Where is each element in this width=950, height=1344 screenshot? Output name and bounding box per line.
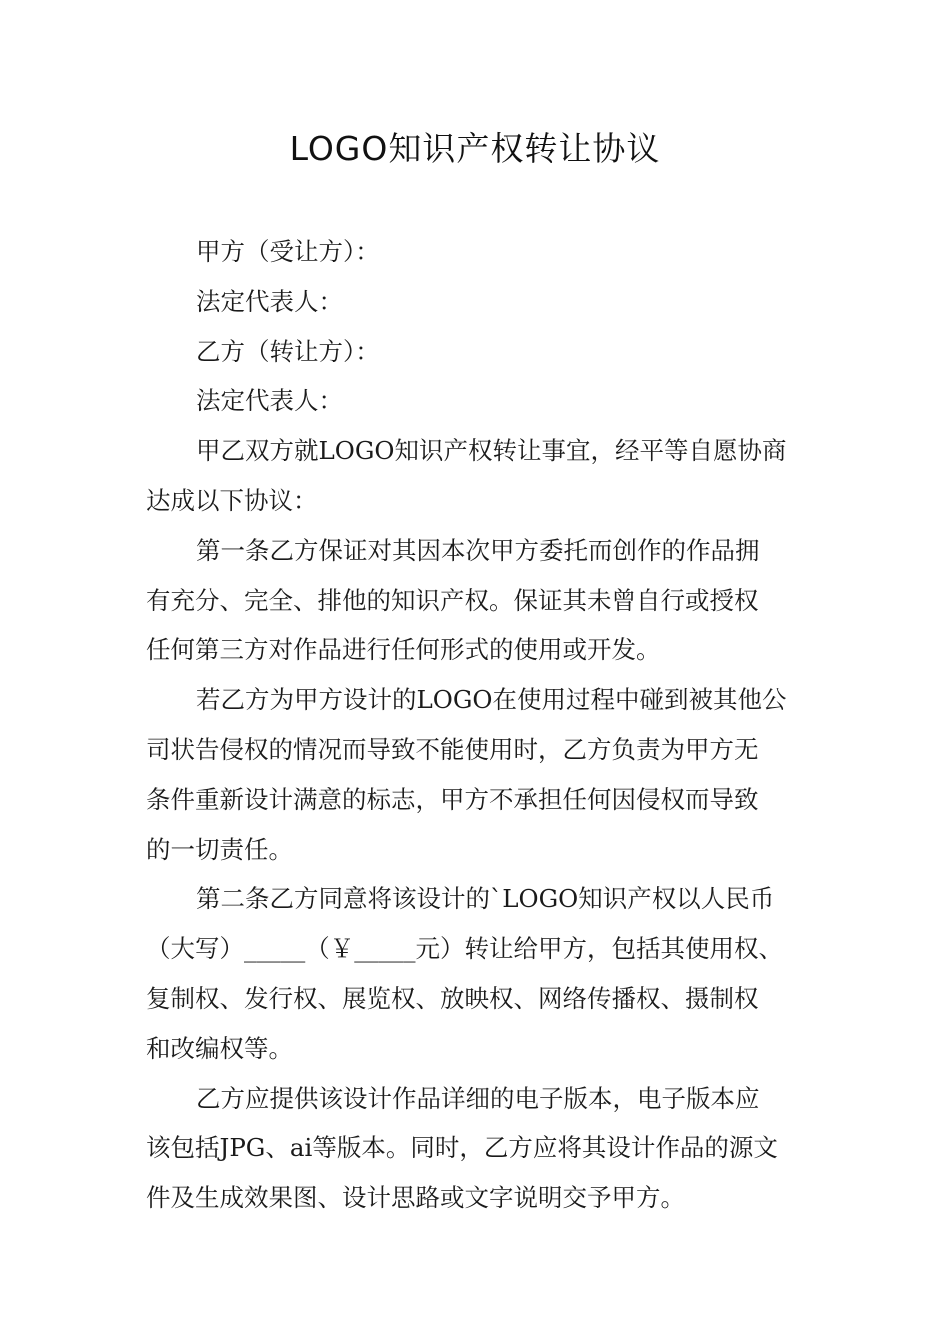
- document-body: [146, 227, 818, 1223]
- infringement-clause-line: 司状告侵权的情况而导致不能使用时，乙方负责为甲方无: [146, 734, 759, 764]
- article-1-line: 有充分、完全、排他的知识产权。保证其未曾自行或授权: [146, 585, 759, 615]
- party-b-line: 乙方（转让方）：: [196, 336, 380, 366]
- article-2-line: 和改编权等。: [146, 1033, 293, 1063]
- article-2-line: 复制权、发行权、展览权、放映权、网络传播权、摄制权: [146, 983, 759, 1013]
- deliverables-clause-line: 件及生成效果图、设计思路或文字说明交予甲方。: [146, 1183, 685, 1213]
- article-1-line: 第一条乙方保证对其因本次甲方委托而创作的作品拥: [196, 535, 760, 565]
- preamble-line: 达成以下协议：: [146, 485, 318, 515]
- article-1-line: 任何第三方对作品进行任何形式的使用或开发。: [146, 635, 661, 665]
- document-title: LOGO知识产权转让协议: [289, 129, 661, 168]
- party-a-representative-line: 法定代表人：: [196, 286, 343, 316]
- infringement-clause-line: 条件重新设计满意的标志，甲方不承担任何因侵权而导致: [146, 784, 759, 814]
- article-2-line: 第二条乙方同意将该设计的`LOGO知识产权以人民币: [196, 884, 775, 914]
- infringement-clause-line: 的一切责任。: [146, 834, 293, 864]
- party-a-line: 甲方（受让方）：: [196, 237, 380, 266]
- party-b-representative-line: 法定代表人：: [196, 386, 343, 416]
- deliverables-clause-line: 该包括JPG、ai等版本。同时，乙方应将其设计作品的源文: [146, 1133, 778, 1163]
- article-2-line: （大写）_____（￥_____元）转让给甲方，包括其使用权、: [146, 934, 783, 964]
- deliverables-clause-line: 乙方应提供该设计作品详细的电子版本，电子版本应: [196, 1083, 760, 1113]
- infringement-clause-line: 若乙方为甲方设计的LOGO在使用过程中碰到被其他公: [196, 685, 787, 715]
- preamble-line: 甲乙双方就LOGO知识产权转让事宜，经平等自愿协商: [196, 436, 787, 466]
